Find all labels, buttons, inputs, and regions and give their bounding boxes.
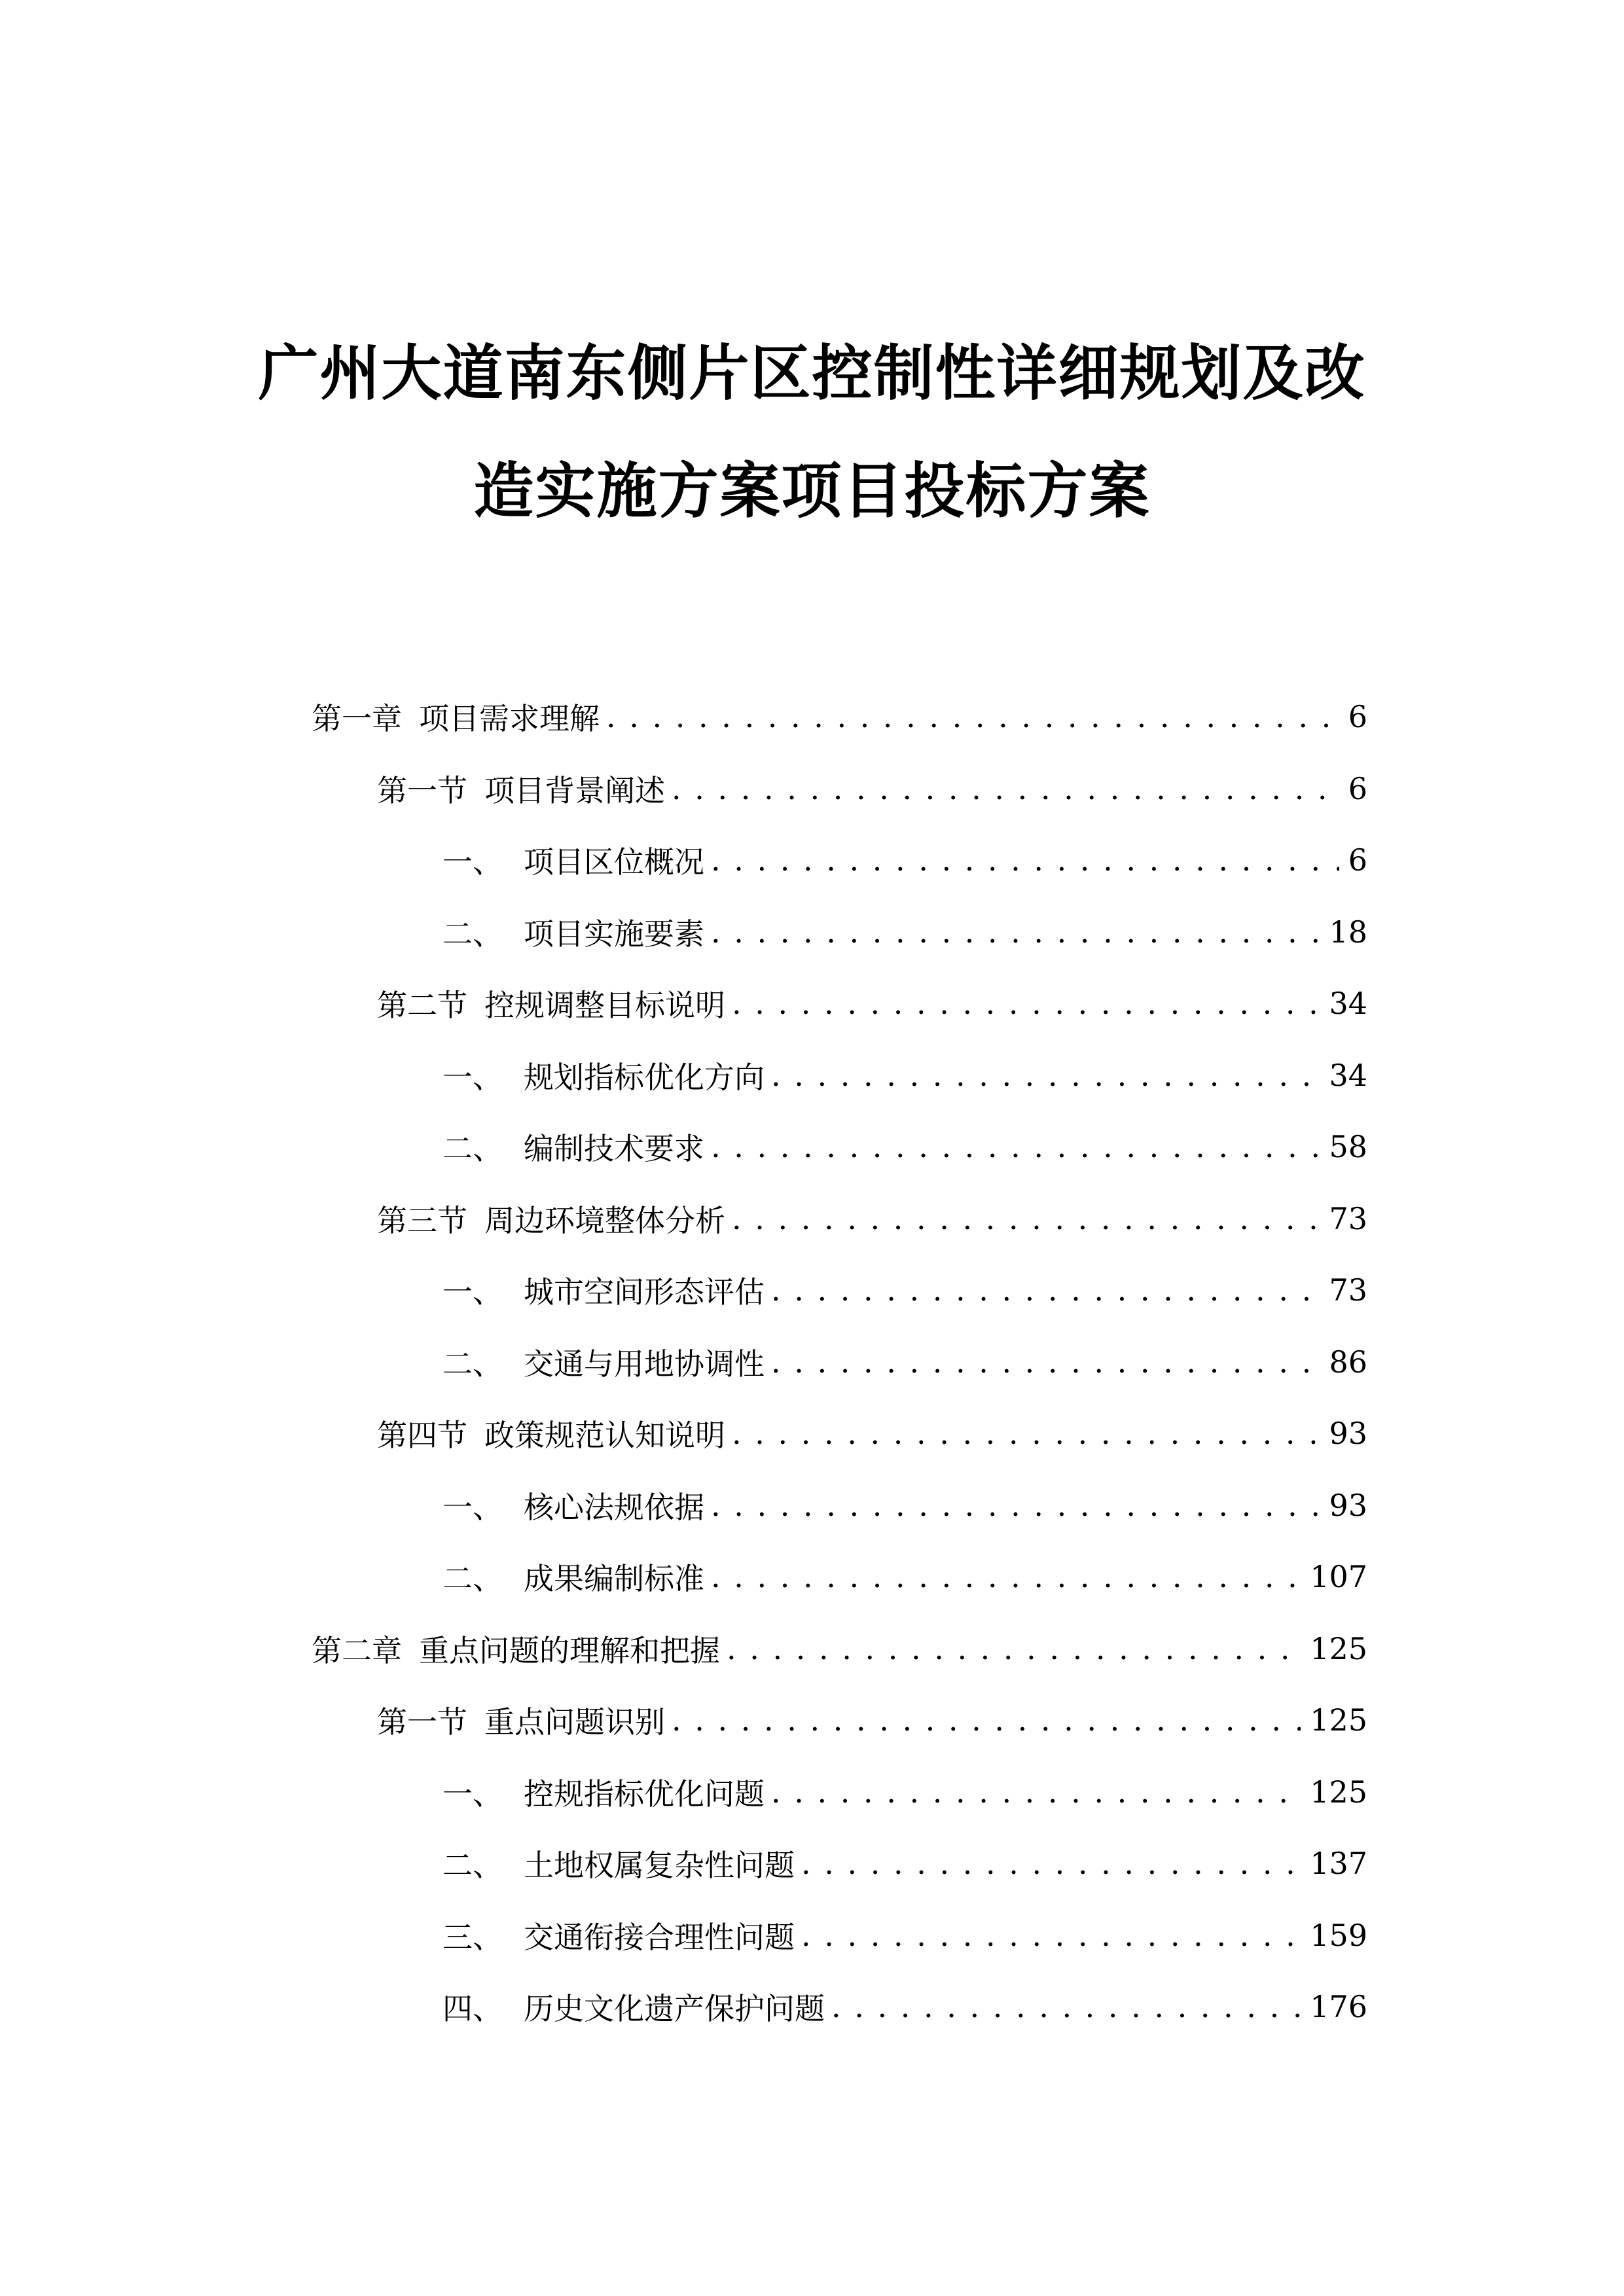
toc-dot-leader (711, 1129, 1320, 1164)
toc-entry-page-number: 58 (1329, 1129, 1367, 1164)
toc-entry-page-number: 86 (1329, 1344, 1367, 1380)
toc-dot-leader (771, 1344, 1320, 1380)
toc-entry-number: 第二章 (312, 1632, 402, 1668)
toc-entry-label: 控规调整目标说明 (484, 988, 725, 1023)
toc-entry[interactable] (377, 977, 1367, 1030)
toc-dot-leader (606, 699, 1339, 734)
toc-entry-label: 城市空间形态评估 (524, 1274, 765, 1310)
toc-entry-page-number: 93 (1329, 1487, 1367, 1523)
toc-entry-page-number: 6 (1348, 842, 1367, 878)
toc-entry-label: 重点问题识别 (484, 1704, 665, 1740)
toc-entry-number: 第一节 (377, 1704, 467, 1740)
document-title-line2: 造实施方案项目投标方案 (473, 456, 1151, 526)
toc-entry-page-number: 73 (1329, 1272, 1367, 1308)
toc-entry-label: 规划指标优化方向 (524, 1059, 765, 1095)
toc-entry[interactable] (442, 1837, 1367, 1890)
toc-entry-page-number: 6 (1348, 770, 1367, 806)
toc-dot-leader (801, 1846, 1301, 1881)
toc-entry-number: 一、 (442, 1776, 503, 1812)
toc-dot-leader (771, 1058, 1320, 1093)
toc-dot-leader (711, 1488, 1320, 1523)
toc-entry-label: 交通衔接合理性问题 (524, 1919, 795, 1955)
toc-entry[interactable] (442, 906, 1367, 958)
toc-entry[interactable] (442, 1264, 1367, 1316)
toc-dot-leader (672, 1702, 1301, 1738)
toc-dot-leader (771, 1272, 1320, 1308)
toc-entry-number: 一、 (442, 1059, 503, 1095)
toc-entry-number: 二、 (442, 1131, 503, 1166)
toc-entry-number: 二、 (442, 1848, 503, 1883)
document-title-line1: 广州大道南东侧片区控制性详细规划及改 (258, 338, 1366, 408)
toc-entry-page-number: 34 (1329, 986, 1367, 1021)
toc-entry-label: 交通与用地协调性 (524, 1346, 765, 1382)
toc-entry-label: 政策规范认知说明 (484, 1418, 725, 1453)
toc-entry-number: 四、 (442, 1991, 503, 2026)
toc-entry-label: 控规指标优化问题 (524, 1776, 765, 1812)
toc-dot-leader (732, 986, 1320, 1021)
toc-dot-leader (732, 1201, 1320, 1236)
toc-dot-leader (831, 1989, 1301, 2024)
toc-entry-page-number: 6 (1348, 699, 1367, 734)
toc-entry[interactable] (442, 1479, 1367, 1532)
toc-dot-leader (711, 842, 1339, 878)
toc-entry-page-number: 125 (1310, 1630, 1367, 1666)
toc-entry-number: 二、 (442, 1561, 503, 1596)
toc-entry-page-number: 137 (1310, 1846, 1367, 1881)
toc-entry[interactable] (442, 1049, 1367, 1102)
toc-entry-label: 核心法规依据 (524, 1489, 704, 1525)
toc-entry-page-number: 125 (1310, 1774, 1367, 1810)
toc-entry[interactable] (377, 1694, 1367, 1746)
toc-entry-page-number: 34 (1329, 1057, 1367, 1093)
toc-entry-page-number: 125 (1310, 1702, 1367, 1738)
toc-entry-label: 项目背景阐述 (484, 772, 665, 808)
toc-entry-label: 项目实施要素 (524, 916, 704, 952)
toc-entry[interactable] (442, 1766, 1367, 1818)
toc-entry[interactable] (442, 1551, 1367, 1603)
toc-dot-leader (801, 1918, 1301, 1953)
toc-entry-label: 项目需求理解 (419, 701, 600, 736)
toc-entry-number: 第四节 (377, 1418, 467, 1453)
toc-entry-number: 二、 (442, 916, 503, 952)
toc-entry[interactable] (442, 1981, 1367, 2033)
toc-entry[interactable] (442, 834, 1367, 886)
toc-entry-label: 重点问题的理解和把握 (419, 1632, 720, 1668)
toc-entry-number: 二、 (442, 1346, 503, 1382)
toc-entry-page-number: 159 (1310, 1917, 1367, 1953)
toc-entry-number: 第三节 (377, 1202, 467, 1238)
toc-entry-number: 三、 (442, 1919, 503, 1955)
toc-entry-page-number: 176 (1310, 1989, 1367, 2024)
toc-entry-label: 土地权属复杂性问题 (524, 1848, 795, 1883)
toc-entry-label: 周边环境整体分析 (484, 1202, 725, 1238)
toc-dot-leader (672, 771, 1339, 806)
toc-entry-page-number: 107 (1310, 1559, 1367, 1594)
toc-entry-number: 第二节 (377, 988, 467, 1023)
toc-entry-number: 第一章 (312, 701, 402, 736)
toc-entry[interactable] (377, 762, 1367, 815)
toc-dot-leader (732, 1416, 1320, 1451)
toc-entry[interactable] (442, 1121, 1367, 1173)
toc-entry-number: 一、 (442, 1489, 503, 1525)
toc-dot-leader (711, 914, 1320, 950)
toc-entry[interactable] (312, 1623, 1367, 1675)
toc-entry-number: 第一节 (377, 772, 467, 808)
toc-entry-page-number: 73 (1329, 1200, 1367, 1236)
toc-entry[interactable] (377, 1407, 1367, 1460)
toc-entry-page-number: 18 (1329, 914, 1367, 950)
toc-entry-label: 编制技术要求 (524, 1131, 704, 1166)
toc-entry-page-number: 93 (1329, 1416, 1367, 1451)
toc-entry-number: 一、 (442, 844, 503, 880)
toc-entry-label: 成果编制标准 (524, 1561, 704, 1596)
toc-entry-number: 一、 (442, 1274, 503, 1310)
toc-dot-leader (771, 1774, 1301, 1810)
toc-dot-leader (711, 1559, 1301, 1594)
toc-entry[interactable] (312, 691, 1367, 743)
toc-entry-label: 项目区位概况 (524, 844, 704, 880)
toc-entry[interactable] (442, 1336, 1367, 1388)
toc-entry-label: 历史文化遗产保护问题 (524, 1991, 825, 2026)
toc-entry[interactable] (442, 1909, 1367, 1962)
toc-dot-leader (727, 1631, 1301, 1666)
toc-entry[interactable] (377, 1193, 1367, 1245)
